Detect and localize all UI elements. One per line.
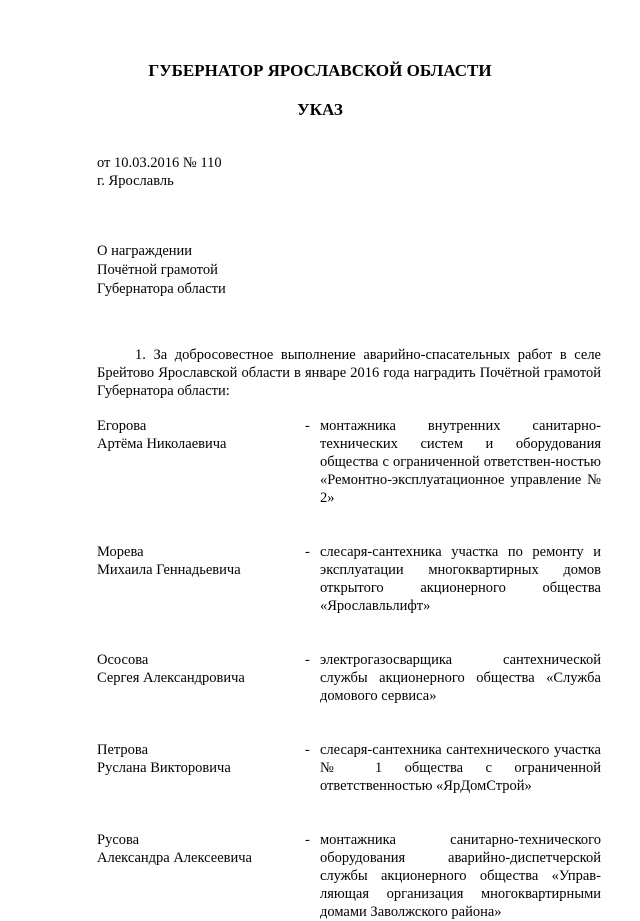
dash-separator: - [305,652,310,668]
awardee-surname: Егорова [97,418,147,434]
subject-line: Почётной грамотой [97,262,218,278]
awardee-given-name: Артёма Николаевича [97,436,227,452]
date-number: от 10.03.2016 № 110 [97,155,222,171]
awardee-entry [97,543,601,615]
document-subject [97,242,226,299]
dash-separator: - [305,544,310,560]
subject-line: Губернатора области [97,281,226,297]
issuing-authority: ГУБЕРНАТОР ЯРОСЛАВСКОЙ ОБЛАСТИ [148,61,492,80]
document-meta [97,154,222,190]
awardee-entry [97,417,601,507]
awardee-entry [97,651,601,705]
awardee-surname: Русова [97,832,140,848]
dash-separator: - [305,742,310,758]
awardee-name [97,543,305,615]
awardee-given-name: Александра Алексеевича [97,850,252,866]
awardee-given-name: Михаила Геннадьевича [97,562,241,578]
dash-separator: - [305,832,310,848]
awardee-name [97,831,305,921]
dash-separator: - [305,418,310,434]
document-type: УКАЗ [297,100,343,119]
awardee-position: монтажника внутренних санитарно-технических систем и оборудования общества с ограниченной ответствен-ностью «Ремонтно-эксплуатационное управление № 2» [320,418,601,506]
awardee-name [97,651,305,705]
awardee-position: слесаря-сантехника сантехнического участка № 1 общества с ограниченной ответственностью «ЯрДомСтрой» [320,742,601,794]
awardee-position: электрогазосварщика сантехнической службы акционерного общества «Служба домового сервиса» [320,652,601,704]
awardee-surname: Ососова [97,652,149,668]
awardee-surname: Петрова [97,742,149,758]
clause-1: 1. За добросовестное выполнение аварийно-спасательных работ в селе Брейтово Ярославской области в январе 2016 года наградить Почётной грамотой Губернатора области: [97,347,601,399]
awardee-name [97,741,305,795]
city: г. Ярославль [97,173,174,189]
awardee-position: слесаря-сантехника участка по ремонту и эксплуатации многоквартирных домов открытого акционерного общества «Ярославльлифт» [320,544,601,614]
awardee-surname: Морева [97,544,144,560]
subject-line: О награждении [97,243,193,259]
awardee-name [97,417,305,507]
awardee-entry [97,741,601,795]
awardee-entry [97,831,601,921]
awardee-given-name: Руслана Викторовича [97,760,231,776]
awardee-position: монтажника санитарно-технического оборудования аварийно-диспетчерской службы акционерного общества «Управ-ляющая организация многоквартирными домами Заволжского района» [320,832,601,920]
awardee-given-name: Сергея Александровича [97,670,245,686]
awardee-list [97,417,601,921]
